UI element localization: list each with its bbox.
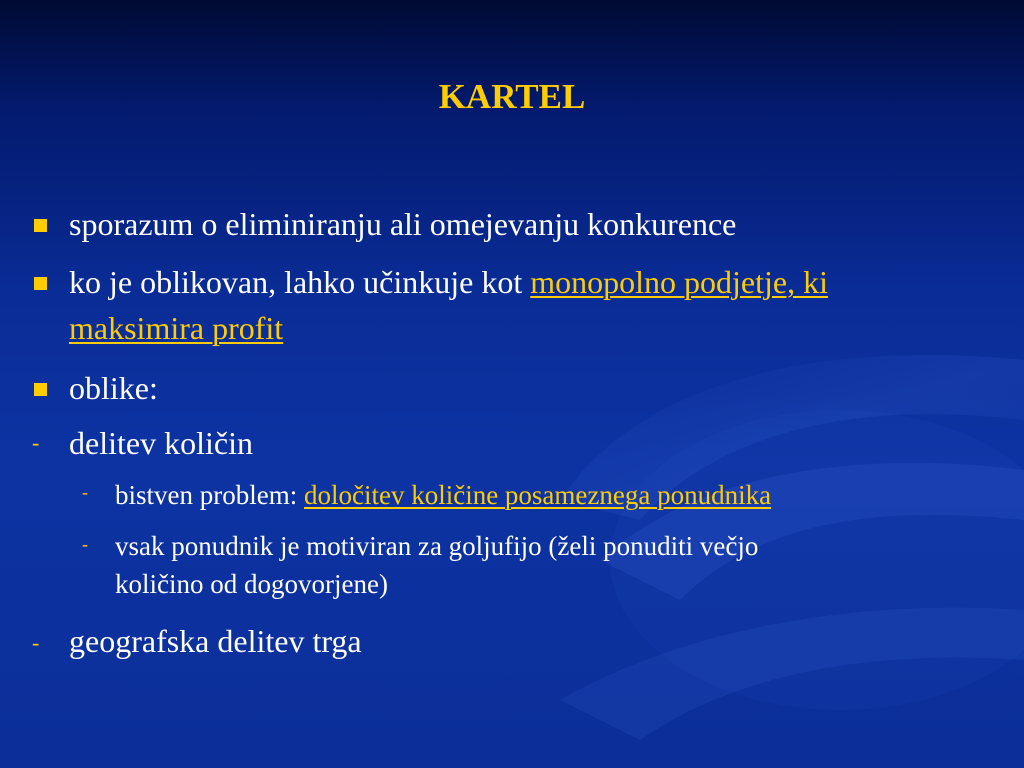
sub-bullet-text-before: bistven problem: [115, 480, 304, 510]
dash-bullet-icon: - [32, 630, 40, 655]
dash-bullet-icon: - [82, 534, 88, 554]
bullet-text [69, 260, 1014, 305]
sub-bullet-text-line1: vsak ponudnik je motiviran za goljufijo (želi ponuditi večjo [115, 531, 759, 561]
dash-bullet-icon: - [32, 430, 40, 455]
dash-bullet-icon: - [82, 482, 88, 502]
slide-title: KARTEL [438, 77, 586, 116]
bullet-text: delitev količin [69, 425, 253, 461]
bullet-text: geografska delitev trga [69, 623, 362, 659]
quantity-link[interactable]: določitev količine posameznega ponudnika [303, 480, 772, 510]
square-bullet-icon [34, 277, 47, 290]
sub-bullet-text-line2: količino od dogovorjene) [115, 569, 388, 599]
sub-bullet-text [115, 476, 995, 514]
bullet-text-continuation [69, 306, 1014, 351]
bullet-text: sporazum o eliminiranju ali omejevanju konkurence [69, 206, 737, 242]
bullet-text-before: ko je oblikovan, lahko učinkuje kot [69, 264, 531, 300]
monopoly-link-line1[interactable]: monopolno podjetje, ki [530, 264, 828, 300]
monopoly-link-line2[interactable]: maksimira profit [69, 310, 284, 346]
square-bullet-icon [34, 219, 47, 232]
bullet-text: oblike: [69, 370, 158, 406]
square-bullet-icon [34, 383, 47, 396]
